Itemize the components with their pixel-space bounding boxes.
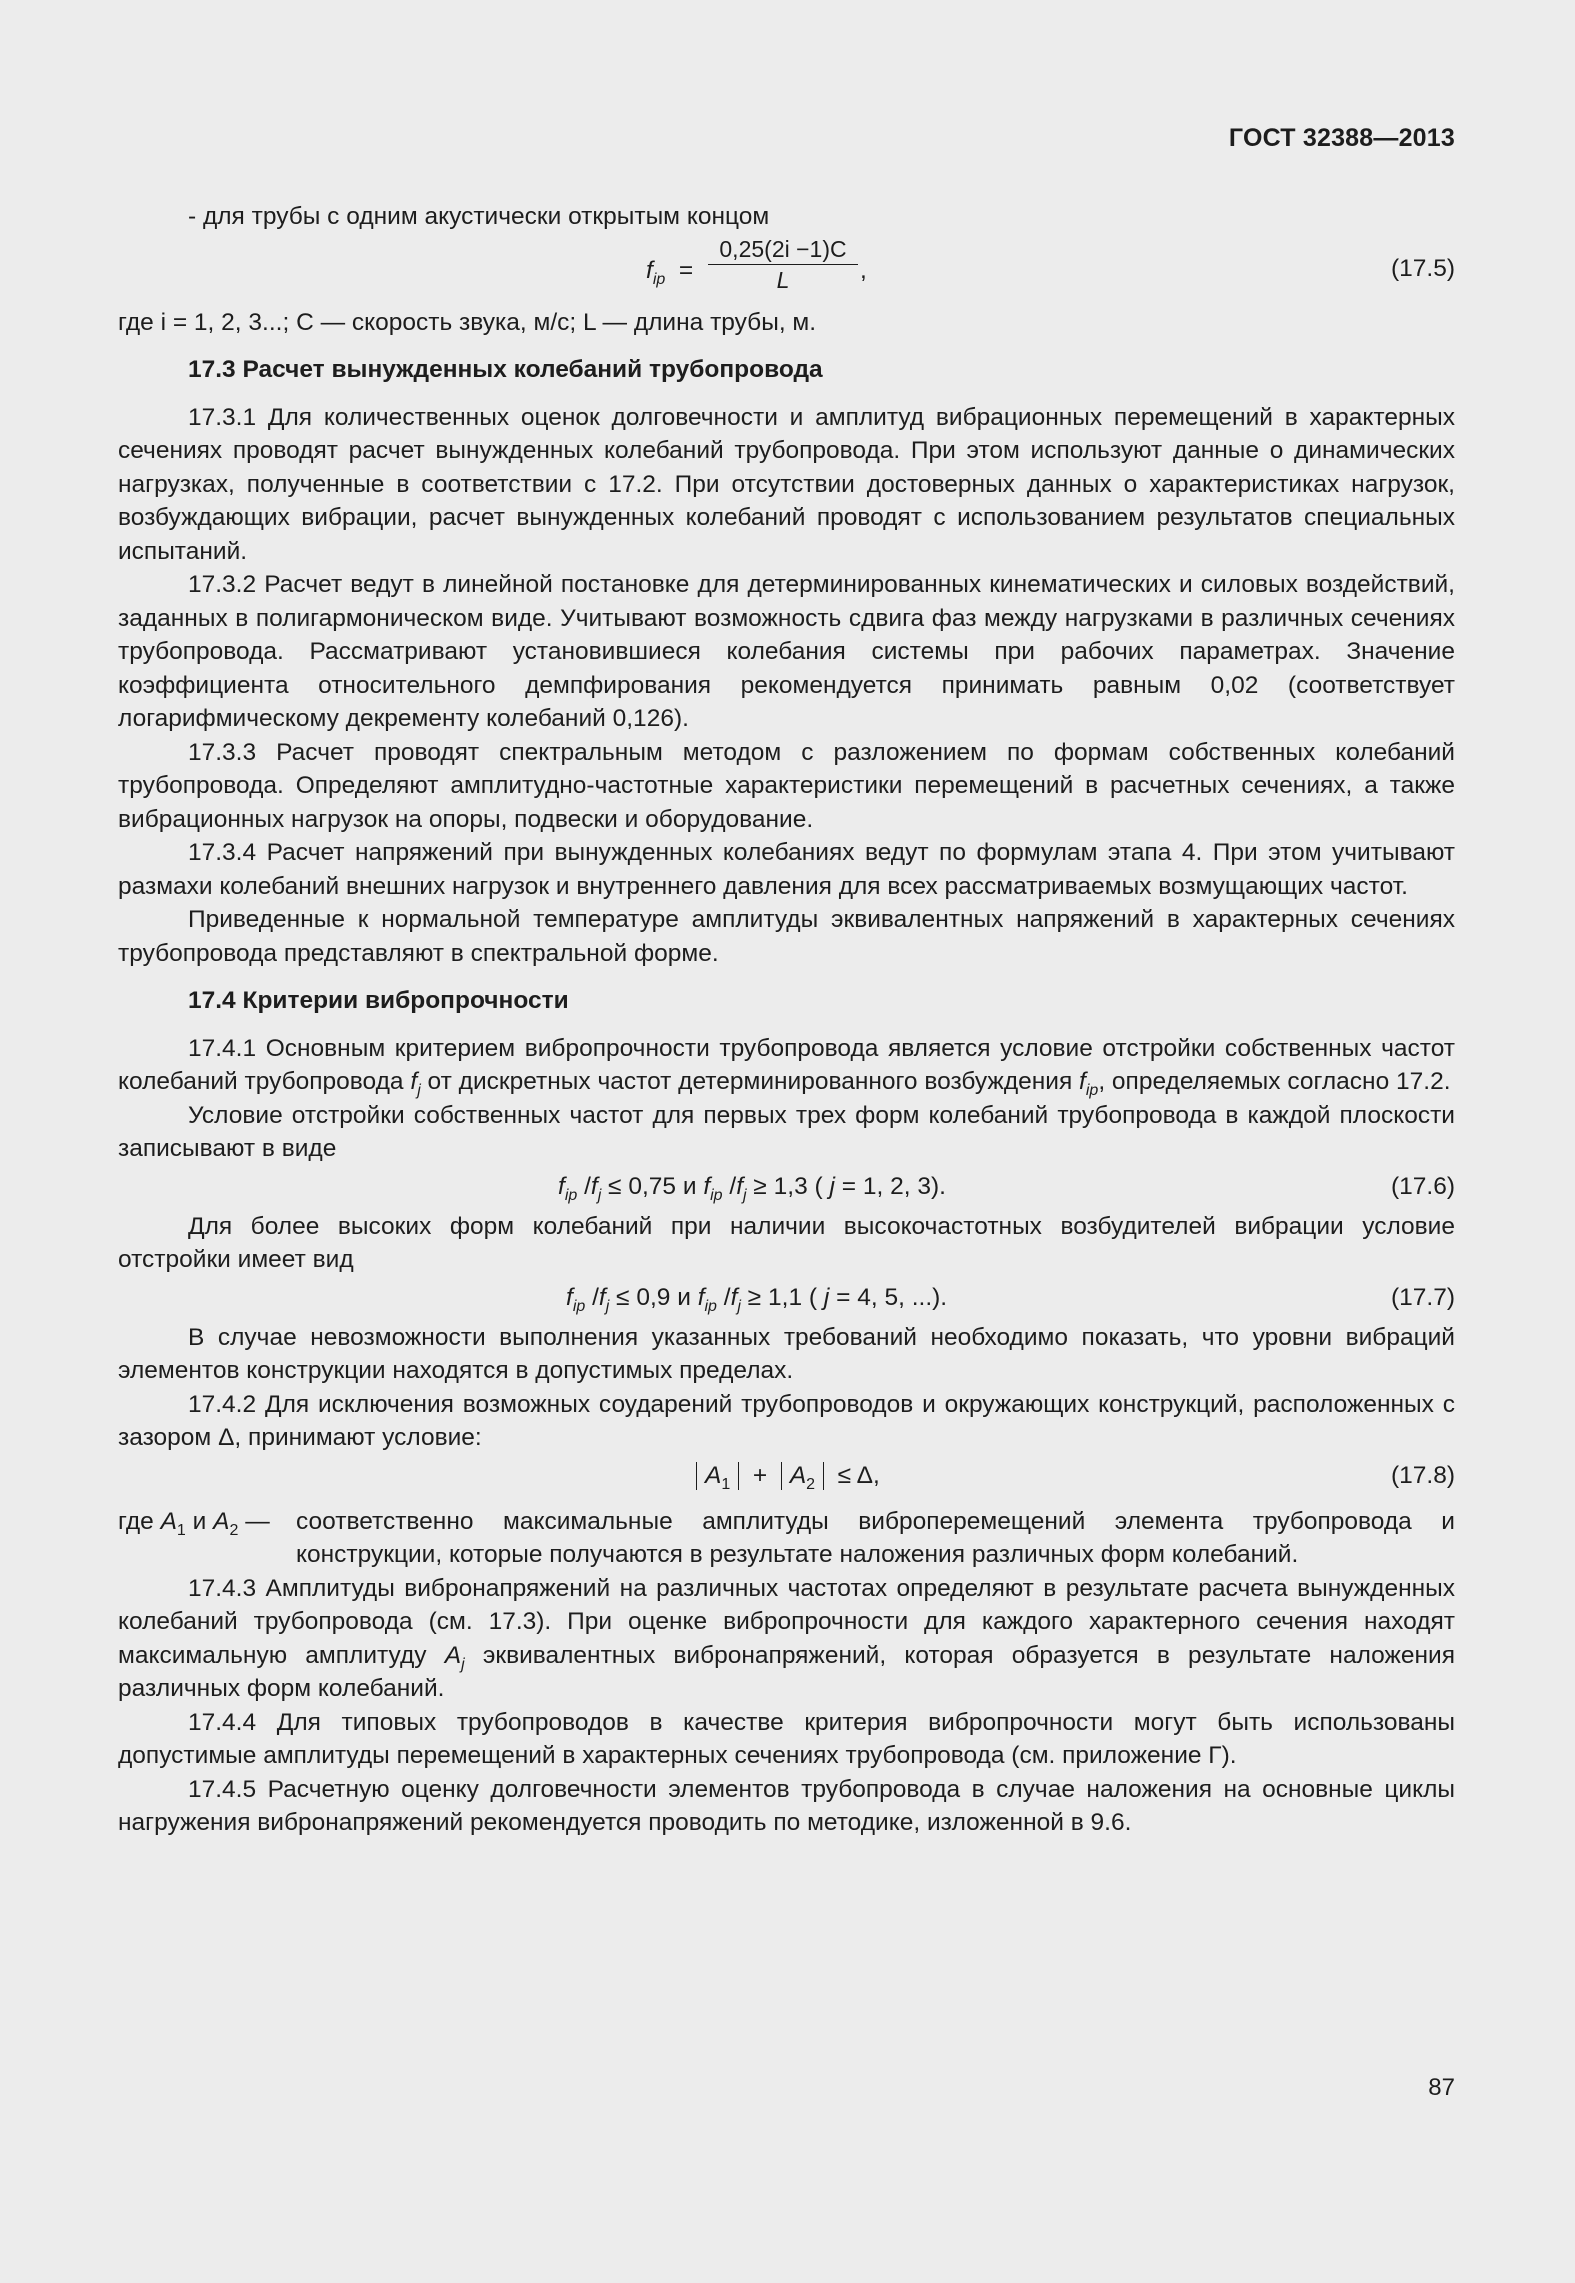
paragraph-condition: Условие отстройки собственных частот для первых трех форм колебаний трубопровода в каждой плоскости записывают в виде	[118, 1101, 1455, 1162]
fraction-denominator: L	[776, 266, 790, 293]
fraction-numerator: 0,25(2i −1)C	[708, 234, 858, 265]
paragraph-impossible: В случае невозможности выполнения указанных требований необходимо показать, что уровни вибраций элементов конструкции находятся в допустимых пределах.	[118, 1323, 1455, 1384]
abs-a2: $A_2$	[781, 1462, 824, 1490]
paragraph-17-4-5: 17.4.5 Расчетную оценку долговечности элементов трубопровода в случае наложения на основные циклы нагружения вибронапряжений рекомендуется проводить по методике, изложенной в 9.6.	[118, 1775, 1455, 1836]
paragraph-17-4-4: 17.4.4 Для типовых трубопроводов в качестве критерия вибропрочности могут быть использованы допустимые амплитуды перемещений в характерных сечениях трубопровода (см. приложение Г).	[118, 1708, 1455, 1769]
equation-number: (17.5)	[1390, 254, 1455, 282]
page-number: 87	[1428, 2074, 1455, 2101]
equation-17-8: $A_1 + A_2 \le \Delta$, (17.8)	[118, 1459, 1455, 1501]
standard-header: ГОСТ 32388—2013	[1228, 124, 1455, 152]
paragraph-17-3-1: 17.3.1 Для количественных оценок долговечности и амплитуд вибрационных перемещений в характерных сечениях проводят расчет вынужденных колебаний трубопровода. При этом используют данные о динамических нагрузках, полученные в соответствии с 17.2. При отсутствии достоверных данных о характеристиках нагрузок, возбуждающих вибрации, расчет вынужденных колебаний проводят с использованием результатов специальных испытаний.	[118, 403, 1455, 565]
paragraph-pipe-open: - для трубы с одним акустически открытым концом	[188, 203, 770, 230]
paragraph-17-3-3: 17.3.3 Расчет проводят спектральным методом с разложением по формам собственных колебаний трубопровода. Определяют амплитудно-частотные характеристики перемещений в расчетных сечениях, а также вибрационных нагрузок на опоры, подвески и оборудование.	[118, 738, 1455, 833]
paragraph-17-4-1: 17.4.1 Основным критерием вибропрочности трубопровода является условие отстройки собственных частот колебаний трубопровода $f_j$ от дискретных частот детерминированного возбуждения $f_{ip}$, определяемых согласно 17.2.	[118, 1034, 1455, 1099]
equation-number: (17.7)	[1390, 1283, 1455, 1311]
paragraph-where-1: где i = 1, 2, 3...; C — скорость звука, м/с; L — длина трубы, м.	[118, 308, 817, 336]
heading-17-3: 17.3 Расчет вынужденных колебаний трубопровода	[188, 356, 823, 383]
paragraph-17-3-4b: Приведенные к нормальной температуре амплитуды эквивалентных напряжений в характерных сечениях трубопровода представляют в спектральной форме.	[118, 906, 1455, 967]
paragraph-17-4-3: 17.4.3 Амплитуды вибронапряжений на различных частотах определяют в результате расчета вынужденных колебаний трубопровода (см. 17.3). При оценке вибропрочности для каждого характерного сечения находят максимальную амплитуду $A_j$ эквивалентных вибронапряжений, которая образуется в результате наложения различных форм колебаний.	[118, 1574, 1455, 1702]
paragraph-higher-forms: Для более высоких форм колебаний при наличии высокочастотных возбудителей вибрации условие отстройки имеет вид	[118, 1212, 1455, 1273]
fraction	[708, 234, 858, 295]
paragraph-17-3-4: 17.3.4 Расчет напряжений при вынужденных колебаниях ведут по формулам этапа 4. При этом учитывают размахи колебаний внешних нагрузок и внутреннего давления для всех рассматриваемых возмущающих частот.	[118, 839, 1455, 900]
equation-17-7: $f_{ip}$ $/f_j \le 0,9$ и $f_{ip}$ $/f_j \ge 1,1$ ( j = 4, 5, ...). (17.7)	[118, 1281, 1455, 1317]
where-label: где $A_1$ и $A_2$ —	[118, 1507, 270, 1539]
paragraph-17-3-2: 17.3.2 Расчет ведут в линейной постановке для детерминированных кинематических и силовых воздействий, заданных в полигармоническом виде. Учитывают возможность сдвига фаз между нагрузками в различных сечениях трубопровода. Рассматривают установившиеся колебания системы при рабочих параметрах. Значение коэффициента относительного демпфирования рекомендуется принимать равным 0,02 (соответствует логарифмическому декременту колебаний 0,126).	[118, 571, 1455, 732]
heading-17-4: 17.4 Критерии вибропрочности	[188, 987, 569, 1014]
abs-a1: $A_1$	[696, 1462, 739, 1490]
equation-lhs: $f_{ip}$ =	[646, 256, 694, 288]
paragraph-17-4-2: 17.4.2 Для исключения возможных соударений трубопроводов и окружающих конструкций, расположенных с зазором Δ, принимают условие:	[118, 1390, 1455, 1451]
equation-17-6: $f_{ip}$ $/f_j \le 0,75$ и $f_{ip}$ $/f_j \ge 1,3$ ( j = 1, 2, 3). (17.6)	[118, 1170, 1455, 1206]
equation-number: (17.8)	[1390, 1461, 1455, 1489]
page-content	[118, 200, 1455, 1840]
paragraph-where-2: где $A_1$ и $A_2$ — соответственно максимальные амплитуды виброперемещений элемента трубопровода и конструкции, которые получаются в результате наложения различных форм колебаний.	[118, 1505, 1455, 1572]
equation-number: (17.6)	[1390, 1172, 1455, 1200]
equation-17-5: $f_{ip}$ = $\frac{0,25(2i -1)C}{L}$ , (17.5)	[646, 235, 1455, 293]
